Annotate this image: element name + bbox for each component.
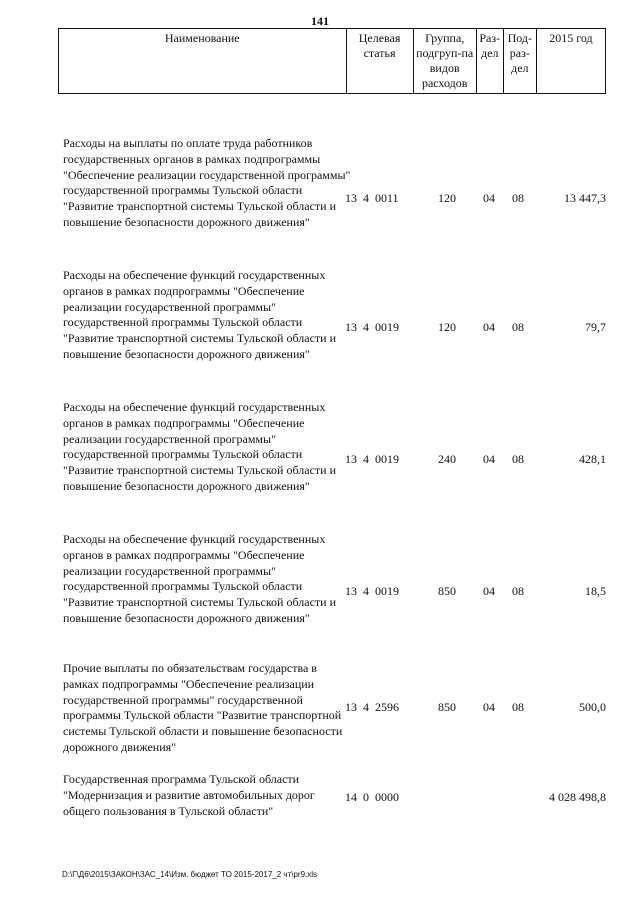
row-name: Прочие выплаты по обязательствам государства в рамках подпрограммы "Обеспечение реализации государственной программы" государственной программы Тульской области "Развитие транспортной системы Тульской области и повышение безопасности дорожного движения" <box>63 661 343 754</box>
page-number: 141 <box>311 14 329 28</box>
header-section: Раз-дел <box>476 29 503 94</box>
row-name: Расходы на обеспечение функций государственных органов в рамках подпрограммы "Обеспечение реализации государственной программы" государственной программы Тульской области "Развитие транспортной системы Тульской области и повышение безопасности дорожного движения" <box>63 532 337 625</box>
header-year-2015: 2015 год <box>536 29 605 94</box>
row-target-article: 13 4 0019 <box>345 452 399 466</box>
row-section: 04 <box>483 700 495 714</box>
row-subsection: 08 <box>512 191 524 205</box>
row-section: 04 <box>483 191 495 205</box>
row-section: 04 <box>483 320 495 334</box>
row-name: Расходы на выплаты по оплате труда работников государственных органов в рамках подпрограммы "Обеспечение реализации государственной программы" государственной программы Тульской области "Развитие транспортной системы Тульской области и повышение безопасности дорожного движения" <box>63 136 351 229</box>
header-name: Наименование <box>59 29 347 94</box>
row-section: 04 <box>483 584 495 598</box>
row-subsection: 08 <box>512 320 524 334</box>
row-section: 04 <box>483 452 495 466</box>
header-expense-group: Группа, подгруп-па видов расходов <box>413 29 476 94</box>
row-amount: 13 447,3 <box>564 191 606 205</box>
row-expense-group: 240 <box>438 452 456 466</box>
row-expense-group: 120 <box>438 320 456 334</box>
row-name: Расходы на обеспечение функций государственных органов в рамках подпрограммы "Обеспечение реализации государственной программы" государственной программы Тульской области "Развитие транспортной системы Тульской области и повышение безопасности дорожного движения" <box>63 268 337 361</box>
row-amount: 79,7 <box>585 320 606 334</box>
file-path-footer: D:\Г\Д6\2015\ЗАКОН\ЗАС_14\Изм. бюджет ТО 2015-2017_2 чт\pr9.xls <box>62 870 318 879</box>
row-subsection: 08 <box>512 700 524 714</box>
row-subsection: 08 <box>512 584 524 598</box>
row-expense-group: 850 <box>438 700 456 714</box>
row-target-article: 14 0 0000 <box>345 790 399 804</box>
row-target-article: 13 4 2596 <box>345 700 399 714</box>
row-amount: 4 028 498,8 <box>549 790 606 804</box>
row-name: Государственная программа Тульской области "Модернизация и развитие автомобильных дорог общего пользования в Тульской области" <box>63 772 315 818</box>
row-target-article: 13 4 0019 <box>345 584 399 598</box>
row-target-article: 13 4 0019 <box>345 320 399 334</box>
header-subsection: Под-раз-дел <box>503 29 536 94</box>
row-name: Расходы на обеспечение функций государственных органов в рамках подпрограммы "Обеспечение реализации государственной программы" государственной программы Тульской области "Развитие транспортной системы Тульской области и повышение безопасности дорожного движения" <box>63 400 337 493</box>
header-target-article: Целевая статья <box>346 29 413 94</box>
row-subsection: 08 <box>512 452 524 466</box>
row-amount: 500,0 <box>579 700 606 714</box>
row-target-article: 13 4 0011 <box>345 191 399 205</box>
row-amount: 18,5 <box>585 584 606 598</box>
row-expense-group: 120 <box>438 191 456 205</box>
row-amount: 428,1 <box>579 452 606 466</box>
row-expense-group: 850 <box>438 584 456 598</box>
